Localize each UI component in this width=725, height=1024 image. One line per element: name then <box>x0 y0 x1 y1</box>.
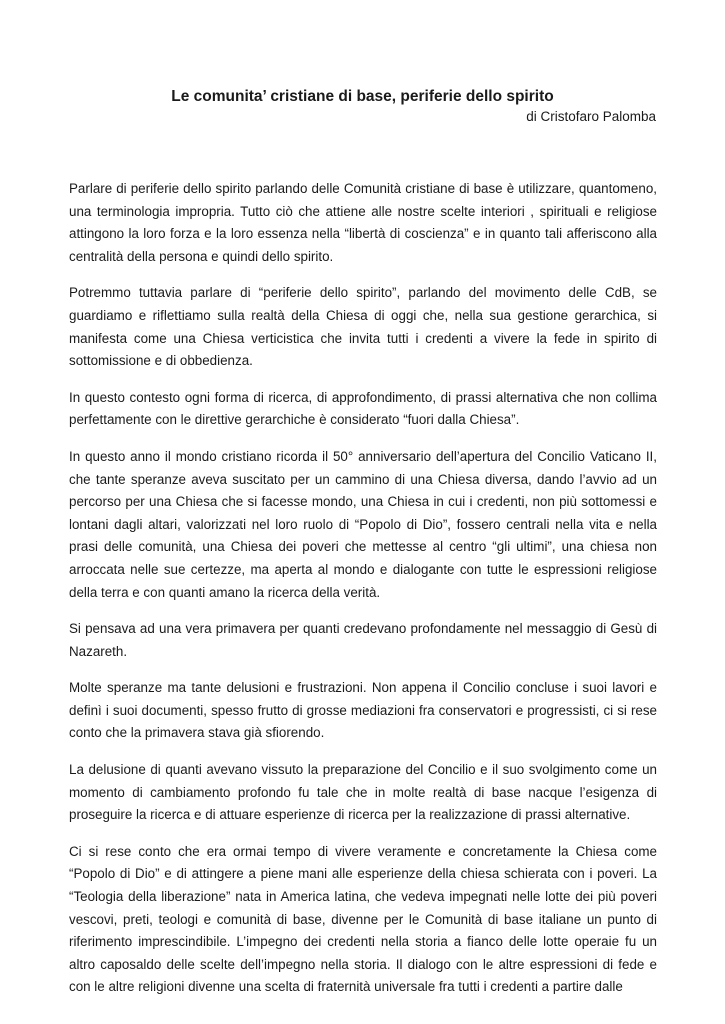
paragraph: Molte speranze ma tante delusioni e frustrazioni. Non appena il Concilio concluse i suoi lavori e definì i suoi documenti, spesso frutto di grosse mediazioni fra conservatori e progressisti, ci si rese conto che la primavera stava già sfiorendo. <box>69 680 657 741</box>
document-title: Le comunita’ cristiane di base, periferie dello spirito <box>171 88 554 105</box>
paragraph: La delusione di quanti avevano vissuto la preparazione del Concilio e il suo svolgimento come un momento di cambiamento profondo fu tale che in molte realtà di base nacque l’esigenza di proseguire la ricerca e di attuare esperienze di ricerca per la realizzazione di prassi alternative. <box>69 762 657 823</box>
paragraph: Si pensava ad una vera primavera per quanti credevano profondamente nel messaggio di Gesù di Nazareth. <box>69 621 657 659</box>
document-author: di Cristofaro Palomba <box>526 109 656 124</box>
paragraph: In questo anno il mondo cristiano ricorda il 50° anniversario dell’apertura del Concilio Vaticano II, che tante speranze aveva suscitato per un cammino di una Chiesa diversa, dando l’avvio ad un percorso per una Chiesa che si facesse mondo, una Chiesa in cui i credenti, non più sottomessi e lontani dagli altari, valorizzati nel loro ruolo di “Popolo di Dio”, fossero centrali nella vita e nella prasi delle comunità, una Chiesa dei poveri che mettesse al centro “gli ultimi”, una chiesa non arroccata nelle sue certezze, ma aperta al mondo e dialogante con tutte le espressioni religiose della terra e con quanti amano la ricerca della verità. <box>69 448 657 600</box>
paragraph: Potremmo tuttavia parlare di “periferie dello spirito”, parlando del movimento delle CdB, se guardiamo e riflettiamo sulla realtà della Chiesa di oggi che, nella sua gestione gerarchica, si manifesta come una Chiesa verticistica che invita tutti i credenti a vivere la fede in spirito di sottomissione e di obbedienza. <box>69 285 657 369</box>
paragraph: Parlare di periferie dello spirito parlando delle Comunità cristiane di base è utilizzare, quantomeno, una terminologia impropria. Tutto ciò che attiene alle nostre scelte interiori , spirituali e religiose attingono la loro forza e la loro essenza nella “libertà di coscienza” e in quanto tali afferiscono alla centralità della persona e quindi dello spirito. <box>69 181 657 264</box>
paragraph: Ci si rese conto che era ormai tempo di vivere veramente e concretamente la Chiesa come “Popolo di Dio” e di attingere a piene mani alle esperienze della chiesa schierata con i poveri. La “Teologia della liberazione” nata in America latina, che vedeva impegnati nelle lotte dei più poveri vescovi, preti, teologi e comunità di base, divenne per le Comunità di base italiane un punto di riferimento imprescindibile. L’impegno dei credenti nella storia a fianco delle lotte operaie fu un altro caposaldo delle scelte dell’impegno nella storia. Il dialogo con le altre espressioni di fede e con le altre religioni divenne una scelta di fraternità universale fra tutti i credenti a partire dalle <box>69 843 657 995</box>
paragraph: In questo contesto ogni forma di ricerca, di approfondimento, di prassi alternativa che non collima perfettamente con le direttive gerarchiche è considerato “fuori dalla Chiesa”. <box>69 389 657 428</box>
document-body <box>69 178 657 1013</box>
